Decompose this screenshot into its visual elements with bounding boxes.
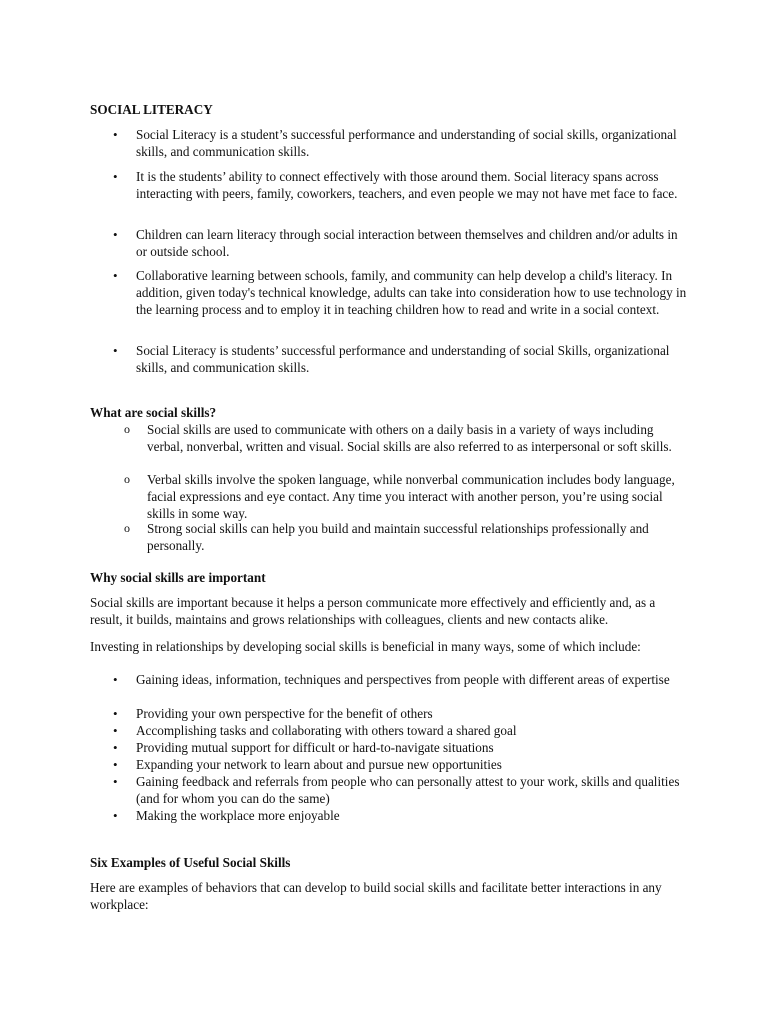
bullet-icon: • [113, 757, 118, 772]
list-item-text: Expanding your network to learn about and pursue new opportunities [136, 757, 502, 772]
list-item-text: Collaborative learning between schools, family, and community can help develop a child's literacy. In addition, given today's technical knowledge, adults can take into consideration how to use technology in the learning process and to employ it in teaching children how to read and write in a social context. [136, 268, 687, 317]
heading-what-are-social-skills: What are social skills? [90, 405, 217, 420]
bullet-icon: • [113, 740, 118, 755]
bullet-icon: • [113, 706, 118, 721]
heading-why-important: Why social skills are important [90, 570, 266, 585]
bullet-icon: • [113, 169, 118, 184]
circle-bullet-icon: o [124, 521, 130, 535]
list-item-text: Verbal skills involve the spoken language, while nonverbal communication includes body language, facial expressions and eye contact. Any time you interact with another person, you’re using social skills in some way. [147, 472, 675, 521]
list-item-text: Strong social skills can help you build and maintain successful relationships professionally and personally. [147, 521, 649, 553]
list-item-text: Gaining ideas, information, techniques and perspectives from people with different areas of expertise [136, 672, 670, 687]
list-item-text: Providing mutual support for difficult or hard-to-navigate situations [136, 740, 494, 755]
bullet-icon: • [113, 672, 118, 687]
list-item-text: Social Literacy is students’ successful performance and understanding of social Skills, organizational skills, and communication skills. [136, 343, 670, 375]
bullet-icon: • [113, 227, 118, 242]
paragraph: Here are examples of behaviors that can develop to build social skills and facilitate better interactions in any workplace: [90, 880, 662, 912]
list-item-text: Gaining feedback and referrals from people who can personally attest to your work, skills and qualities (and for whom you can do the same) [136, 774, 680, 806]
heading-six-examples: Six Examples of Useful Social Skills [90, 855, 291, 870]
paragraph: Social skills are important because it helps a person communicate more effectively and efficiently and, as a result, it builds, maintains and grows relationships with colleagues, clients and new contacts alike. [90, 595, 656, 627]
list-item-text: Accomplishing tasks and collaborating with others toward a shared goal [136, 723, 517, 738]
bullet-icon: • [113, 343, 118, 358]
bullet-icon: • [113, 808, 118, 823]
circle-bullet-icon: o [124, 422, 130, 436]
bullet-icon: • [113, 774, 118, 789]
list-item-text: Social skills are used to communicate with others on a daily basis in a variety of ways including verbal, nonverbal, written and visual. Social skills are also referred to as interpersonal or soft skills. [147, 422, 672, 454]
list-item-text: Providing your own perspective for the benefit of others [136, 706, 433, 721]
bullet-icon: • [113, 723, 118, 738]
list-item-text: Making the workplace more enjoyable [136, 808, 340, 823]
paragraph: Investing in relationships by developing social skills is beneficial in many ways, some of which include: [90, 639, 641, 654]
bullet-icon: • [113, 268, 118, 283]
list-item-text: Children can learn literacy through social interaction between themselves and children and/or adults in or outside school. [136, 227, 678, 259]
bullet-icon: • [113, 127, 118, 142]
list-item-text: It is the students’ ability to connect effectively with those around them. Social literacy spans across interacting with peers, family, coworkers, teachers, and even people we may not have met face to face. [136, 169, 678, 201]
circle-bullet-icon: o [124, 472, 130, 486]
heading-social-literacy: SOCIAL LITERACY [90, 102, 213, 117]
list-item-text: Social Literacy is a student’s successful performance and understanding of social skills, organizational skills, and communication skills. [136, 127, 677, 159]
